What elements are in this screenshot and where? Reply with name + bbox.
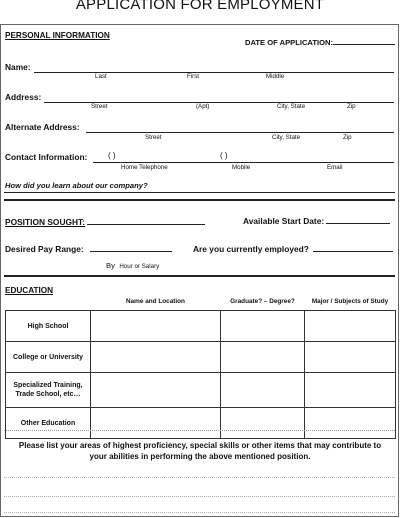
desired-pay-field[interactable] bbox=[90, 243, 172, 252]
learn-about-company-line[interactable] bbox=[4, 192, 395, 193]
education-col-graduate-degree: Graduate? – Degree? bbox=[230, 298, 295, 305]
home-phone-area-code[interactable]: ( ) bbox=[108, 151, 116, 160]
name-label: Name: bbox=[5, 62, 31, 72]
currently-employed-row bbox=[193, 243, 393, 254]
alt-address-sub-zip: Zip bbox=[343, 134, 352, 141]
section-divider-2 bbox=[4, 275, 395, 277]
position-sought-label: POSITION SOUGHT: bbox=[5, 217, 86, 227]
education-cell-major-subjects[interactable] bbox=[305, 342, 396, 373]
education-row-label: High School bbox=[6, 311, 91, 342]
alt-address-sub-street: Street bbox=[145, 134, 162, 141]
alt-address-sub-city-state: City, State bbox=[272, 134, 301, 141]
education-row-label: Other Education bbox=[6, 408, 91, 439]
table-row bbox=[6, 311, 396, 342]
section-divider-3 bbox=[4, 430, 395, 431]
proficiency-instructions: Please list your areas of highest proficiency, special skills or other items that may contribute to your abilities in performing the above mentioned position. bbox=[18, 441, 382, 461]
address-sub-city-state: City, State bbox=[277, 103, 306, 110]
education-cell-name-location[interactable] bbox=[91, 311, 221, 342]
name-sub-first: First bbox=[187, 73, 200, 80]
contact-field-line[interactable] bbox=[93, 162, 394, 163]
education-table bbox=[5, 298, 396, 439]
education-row-label: Specialized Training, Trade School, etc… bbox=[6, 373, 91, 408]
pay-sub-by: By bbox=[106, 261, 115, 270]
education-cell-graduate-degree[interactable] bbox=[221, 311, 305, 342]
section-divider bbox=[4, 199, 395, 201]
name-sub-middle: Middle bbox=[266, 73, 285, 80]
form-title: APPLICATION FOR EMPLOYMENT bbox=[75, 0, 325, 13]
personal-info-heading: PERSONAL INFORMATION bbox=[5, 31, 110, 40]
desired-pay-label: Desired Pay Range: bbox=[5, 244, 84, 254]
education-cell-graduate-degree[interactable] bbox=[221, 373, 305, 408]
education-col-major-subjects: Major / Subjects of Study bbox=[311, 298, 389, 305]
date-of-application-text: DATE OF APPLICATION: bbox=[245, 38, 334, 47]
name-sub-last: Last bbox=[95, 73, 107, 80]
education-header-blank bbox=[6, 298, 91, 311]
pay-sub-row bbox=[106, 255, 159, 273]
education-cell-major-subjects[interactable] bbox=[305, 311, 396, 342]
education-cell-major-subjects[interactable] bbox=[305, 373, 396, 408]
address-sub-zip: Zip bbox=[347, 103, 356, 110]
proficiency-answer-line[interactable] bbox=[4, 496, 395, 497]
education-cell-name-location[interactable] bbox=[91, 408, 221, 439]
address-sub-apt: (Apt) bbox=[196, 103, 210, 110]
available-start-date-label: Available Start Date: bbox=[243, 216, 325, 226]
education-cell-name-location[interactable] bbox=[91, 342, 221, 373]
proficiency-answer-line[interactable] bbox=[4, 512, 395, 513]
desired-pay-row bbox=[5, 243, 172, 254]
education-cell-graduate-degree[interactable] bbox=[221, 342, 305, 373]
education-cell-name-location[interactable] bbox=[91, 373, 221, 408]
education-cell-graduate-degree[interactable] bbox=[221, 408, 305, 439]
education-cell-major-subjects[interactable] bbox=[305, 408, 396, 439]
mobile-area-code[interactable]: ( ) bbox=[220, 151, 228, 160]
date-of-application-field[interactable] bbox=[333, 36, 395, 45]
contact-info-label: Contact Information: bbox=[5, 152, 88, 162]
table-row bbox=[6, 342, 396, 373]
address-label: Address: bbox=[5, 92, 42, 102]
available-start-date-row bbox=[243, 215, 390, 226]
position-sought-row bbox=[5, 212, 205, 230]
table-row bbox=[6, 373, 396, 408]
available-start-date-field[interactable] bbox=[326, 215, 390, 224]
currently-employed-label: Are you currently employed? bbox=[193, 244, 309, 254]
date-of-application-label bbox=[245, 36, 395, 47]
address-sub-street: Street bbox=[91, 103, 108, 110]
education-heading: EDUCATION bbox=[5, 286, 54, 295]
education-header-row bbox=[6, 298, 396, 311]
education-col-name-location: Name and Location bbox=[126, 298, 185, 305]
learn-about-company-label: How did you learn about our company? bbox=[5, 181, 148, 190]
proficiency-answer-line[interactable] bbox=[4, 477, 395, 478]
name-field-line[interactable] bbox=[34, 72, 394, 73]
contact-sub-home-telephone: Home Telephone bbox=[121, 164, 168, 171]
alternate-address-label: Alternate Address: bbox=[5, 122, 80, 132]
contact-sub-mobile: Mobile bbox=[232, 164, 251, 171]
contact-sub-email: Email bbox=[327, 164, 343, 171]
pay-sub-hour-salary: Hour or Salary bbox=[119, 263, 160, 270]
currently-employed-field[interactable] bbox=[313, 243, 393, 252]
education-row-label: College or University bbox=[6, 342, 91, 373]
alternate-address-field-line[interactable] bbox=[86, 132, 394, 133]
table-row bbox=[6, 408, 396, 439]
position-sought-field[interactable] bbox=[87, 216, 205, 225]
